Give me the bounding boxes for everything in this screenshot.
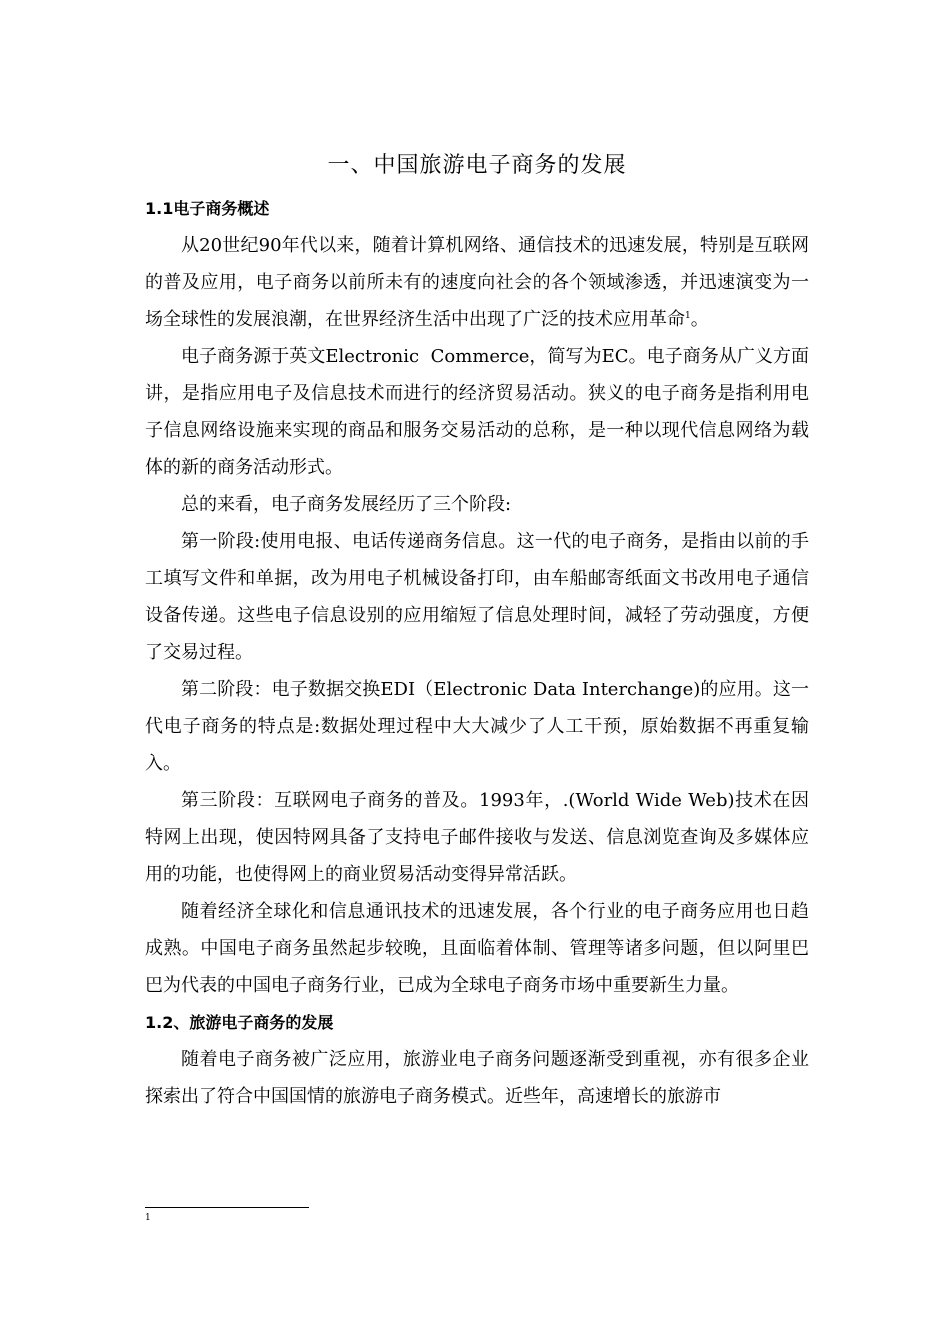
document-body xyxy=(145,148,809,1115)
paragraph: 随着经济全球化和信息通讯技术的迅速发展，各个行业的电子商务应用也日趋成熟。中国电子商务虽然起步较晚，且面临着体制、管理等诸多问题，但以阿里巴巴为代表的中国电子商务行业，已成为全球电子商务市场中重要新生力量。 xyxy=(145,901,809,996)
paragraph: 随着电子商务被广泛应用，旅游业电子商务问题逐渐受到重视，亦有很多企业探索出了符合中国国情的旅游电子商务模式。近些年，高速增长的旅游市 xyxy=(145,1049,809,1107)
paragraph-text: 从20世纪90年代以来，随着计算机网络、通信技术的迅速发展，特别是互联网的普及应用，电子商务以前所未有的速度向社会的各个领域渗透，并迅速演变为一场全球性的发展浪潮，在世界经济生活中出现了广泛的技术应用革命 xyxy=(145,235,809,330)
paragraph-text-end: 。 xyxy=(690,309,709,330)
paragraph: 总的来看，电子商务发展经历了三个阶段: xyxy=(181,494,512,515)
section-heading-1-2: 1.2、旅游电子商务的发展 xyxy=(145,1013,334,1032)
paragraph: 电子商务源于英文Electronic Commerce，简写为EC。电子商务从广义方面讲，是指应用电子及信息技术而进行的经济贸易活动。狭义的电子商务是指利用电子信息网络设施来实现的商品和服务交易活动的总称，是一种以现代信息网络为载体的新的商务活动形式。 xyxy=(145,346,809,478)
paragraph xyxy=(145,227,809,338)
paragraph: 第三阶段：互联网电子商务的普及。1993年，.(World Wide Web)技术在因特网上出现，使因特网具备了支持电子邮件接收与发送、信息浏览查询及多媒体应用的功能，也使得网上的商业贸易活动变得异常活跃。 xyxy=(145,790,809,885)
paragraph: 第二阶段：电子数据交换EDI（Electronic Data Interchange)的应用。这一代电子商务的特点是:数据处理过程中大大减少了人工干预，原始数据不再重复输入。 xyxy=(145,679,809,774)
section-heading-1-1: 1.1电子商务概述 xyxy=(145,199,270,218)
paragraph: 第一阶段:使用电报、电话传递商务信息。这一代的电子商务，是指由以前的手工填写文件和单据，改为用电子机械设备打印，由车船邮寄纸面文书改用电子通信设备传递。这些电子信息设别的应用缩短了信息处理时间，减轻了劳动强度，方便了交易过程。 xyxy=(145,531,809,663)
footnote-marker: 1 xyxy=(145,1213,151,1223)
footnote-separator xyxy=(145,1207,309,1208)
document-title: 一、中国旅游电子商务的发展 xyxy=(327,153,627,178)
footnote-reference[interactable]: 1 xyxy=(685,311,691,321)
